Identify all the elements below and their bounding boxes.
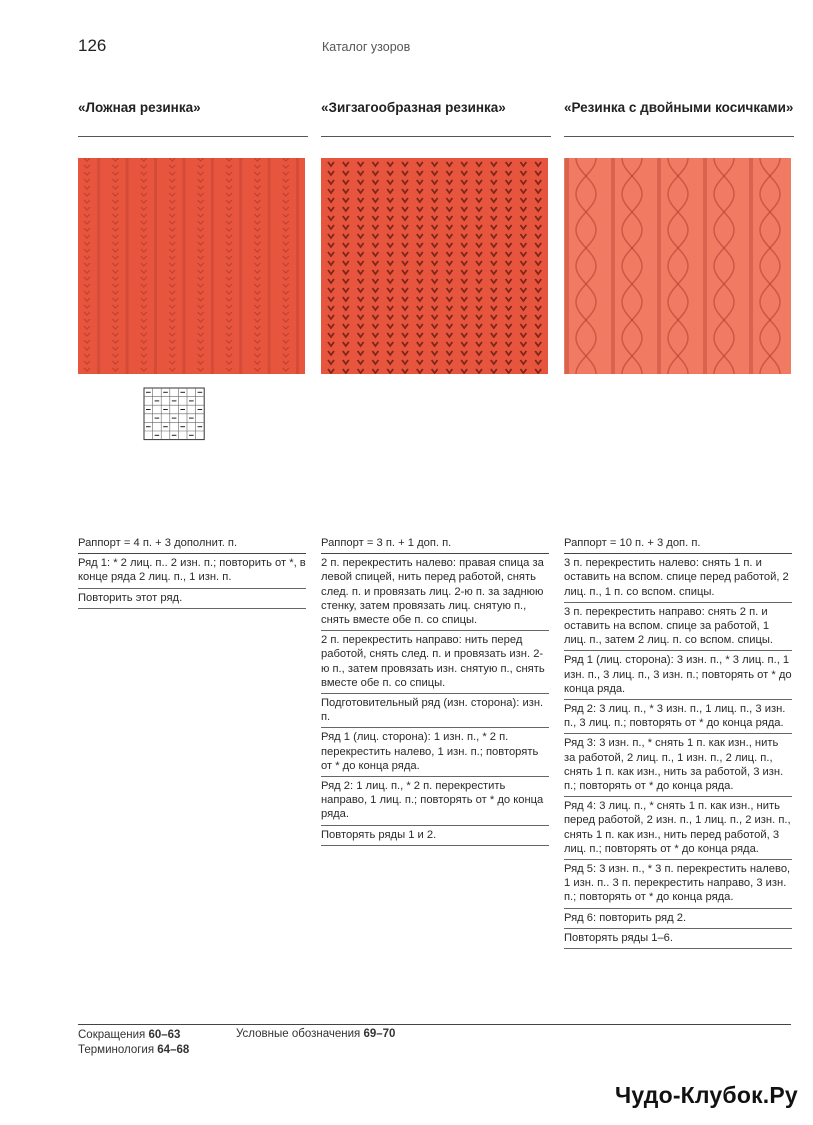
pattern-header-3 [564, 100, 794, 137]
footer-abbr-label: Сокращения [78, 1029, 146, 1041]
instruction-block: Ряд 2: 3 лиц. п., * 3 изн. п., 1 лиц. п., 3 изн. п., 3 лиц. п.; повторять от * до конца ряда. [564, 700, 792, 734]
instruction-block: Раппорт = 3 п. + 1 доп. п. [321, 534, 549, 554]
running-head: Каталог узоров [322, 40, 411, 54]
instruction-block: Ряд 5: 3 изн. п., * 3 п. перекрестить налево, 1 изн. п.. 3 п. перекрестить направо, 3 изн. п.; повторять от * до конца ряда. [564, 860, 792, 909]
instructions-3 [564, 534, 792, 949]
instructions-2 [321, 534, 549, 846]
footer-symbols-ref [236, 1028, 395, 1040]
instruction-block: Повторить этот ряд. [78, 589, 306, 609]
chart-grid [144, 388, 204, 440]
instruction-block: Ряд 3: 3 изн. п., * снять 1 п. как изн., нить за работой, 2 лиц. п., 1 изн. п., 2 лиц. п., снять 1 п. как изн., нить за работой, 3 изн. п.; повторять от * до конца ряда. [564, 734, 792, 797]
instruction-block: 2 п. перекрестить направо: нить перед работой, снять след. п. и провязать изн. 2-ю п., затем провязать изн. снятую п., снять вместе обе п. со спицы. [321, 631, 549, 694]
footer-term-label: Терминология [78, 1044, 155, 1056]
pattern-header-1 [78, 100, 308, 137]
footer-references [78, 1028, 189, 1058]
footer-term-pages[interactable]: 64–68 [157, 1044, 190, 1056]
instruction-block: Ряд 4: 3 лиц. п., * снять 1 п. как изн., нить перед работой, 2 изн. п., 1 лиц. п., 2 изн. п., снять 1 п. как изн., нить перед работой, 3 лиц. п.; повторять от * до конца ряда. [564, 797, 792, 860]
title-rule [321, 136, 551, 137]
pattern-title: «Резинка с двойными косичками» [564, 100, 794, 115]
footer-abbr-pages[interactable]: 60–63 [148, 1029, 181, 1041]
footer-rule [78, 1024, 791, 1025]
instruction-block: 3 п. перекрестить налево: снять 1 п. и оставить на вспом. спице перед работой, 2 лиц. п., 1 п. со вспом. спицы. [564, 554, 792, 603]
instruction-block: 3 п. перекрестить направо: снять 2 п. и оставить на вспом. спице за работой, 1 лиц. п., затем 2 лиц. п. со вспом. спицы. [564, 603, 792, 652]
title-rule [78, 136, 308, 137]
watermark: Чудо-Клубок.Ру [615, 1082, 798, 1108]
knit-swatch-photo-2 [321, 158, 548, 374]
instructions-1 [78, 534, 306, 609]
instruction-block: Ряд 1 (лиц. сторона): 1 изн. п., * 2 п. перекрестить налево, 1 изн. п.; повторять от * до конца ряда. [321, 728, 549, 777]
instruction-block: Ряд 1: * 2 лиц. п.. 2 изн. п.; повторить от *, в конце ряда 2 лиц. п., 1 изн. п. [78, 554, 306, 588]
pattern-title: «Ложная резинка» [78, 100, 201, 115]
instruction-block: Ряд 6: повторить ряд 2. [564, 909, 792, 929]
title-rule [564, 136, 794, 137]
knit-swatch-photo-3 [564, 158, 791, 374]
instruction-block: Повторять ряды 1 и 2. [321, 826, 549, 846]
pattern-title: «Зигзагообразная резинка» [321, 100, 506, 115]
instruction-block: 2 п. перекрестить налево: правая спица за левой спицей, нить перед работой, снять след. п. и провязать лиц. 2-ю п. за заднюю стенку, затем провязать лиц. снятую п., снять вместе обе п. со спицы. [321, 554, 549, 631]
stitch-chart-1 [108, 384, 278, 482]
instruction-block: Раппорт = 10 п. + 3 доп. п. [564, 534, 792, 554]
knit-swatch-photo-1 [78, 158, 305, 374]
instruction-block: Раппорт = 4 п. + 3 дополнит. п. [78, 534, 306, 554]
instruction-block: Ряд 1 (лиц. сторона): 3 изн. п., * 3 лиц. п., 1 изн. п., 3 лиц. п., 3 изн. п.; повторять от * до конца ряда. [564, 651, 792, 700]
footer-symbols-label: Условные обозначения [236, 1028, 361, 1040]
stitch-chart-3 [600, 384, 760, 482]
pattern-header-2 [321, 100, 551, 137]
footer-symbols-pages[interactable]: 69–70 [363, 1028, 396, 1040]
page-number: 126 [78, 36, 107, 55]
instruction-block: Подготовительный ряд (изн. сторона): изн. п. [321, 694, 549, 728]
instruction-block: Повторять ряды 1–6. [564, 929, 792, 949]
stitch-chart-2 [318, 384, 554, 492]
instruction-block: Ряд 2: 1 лиц. п., * 2 п. перекрестить направо, 1 лиц. п.; повторять от * до конца ряда. [321, 777, 549, 826]
